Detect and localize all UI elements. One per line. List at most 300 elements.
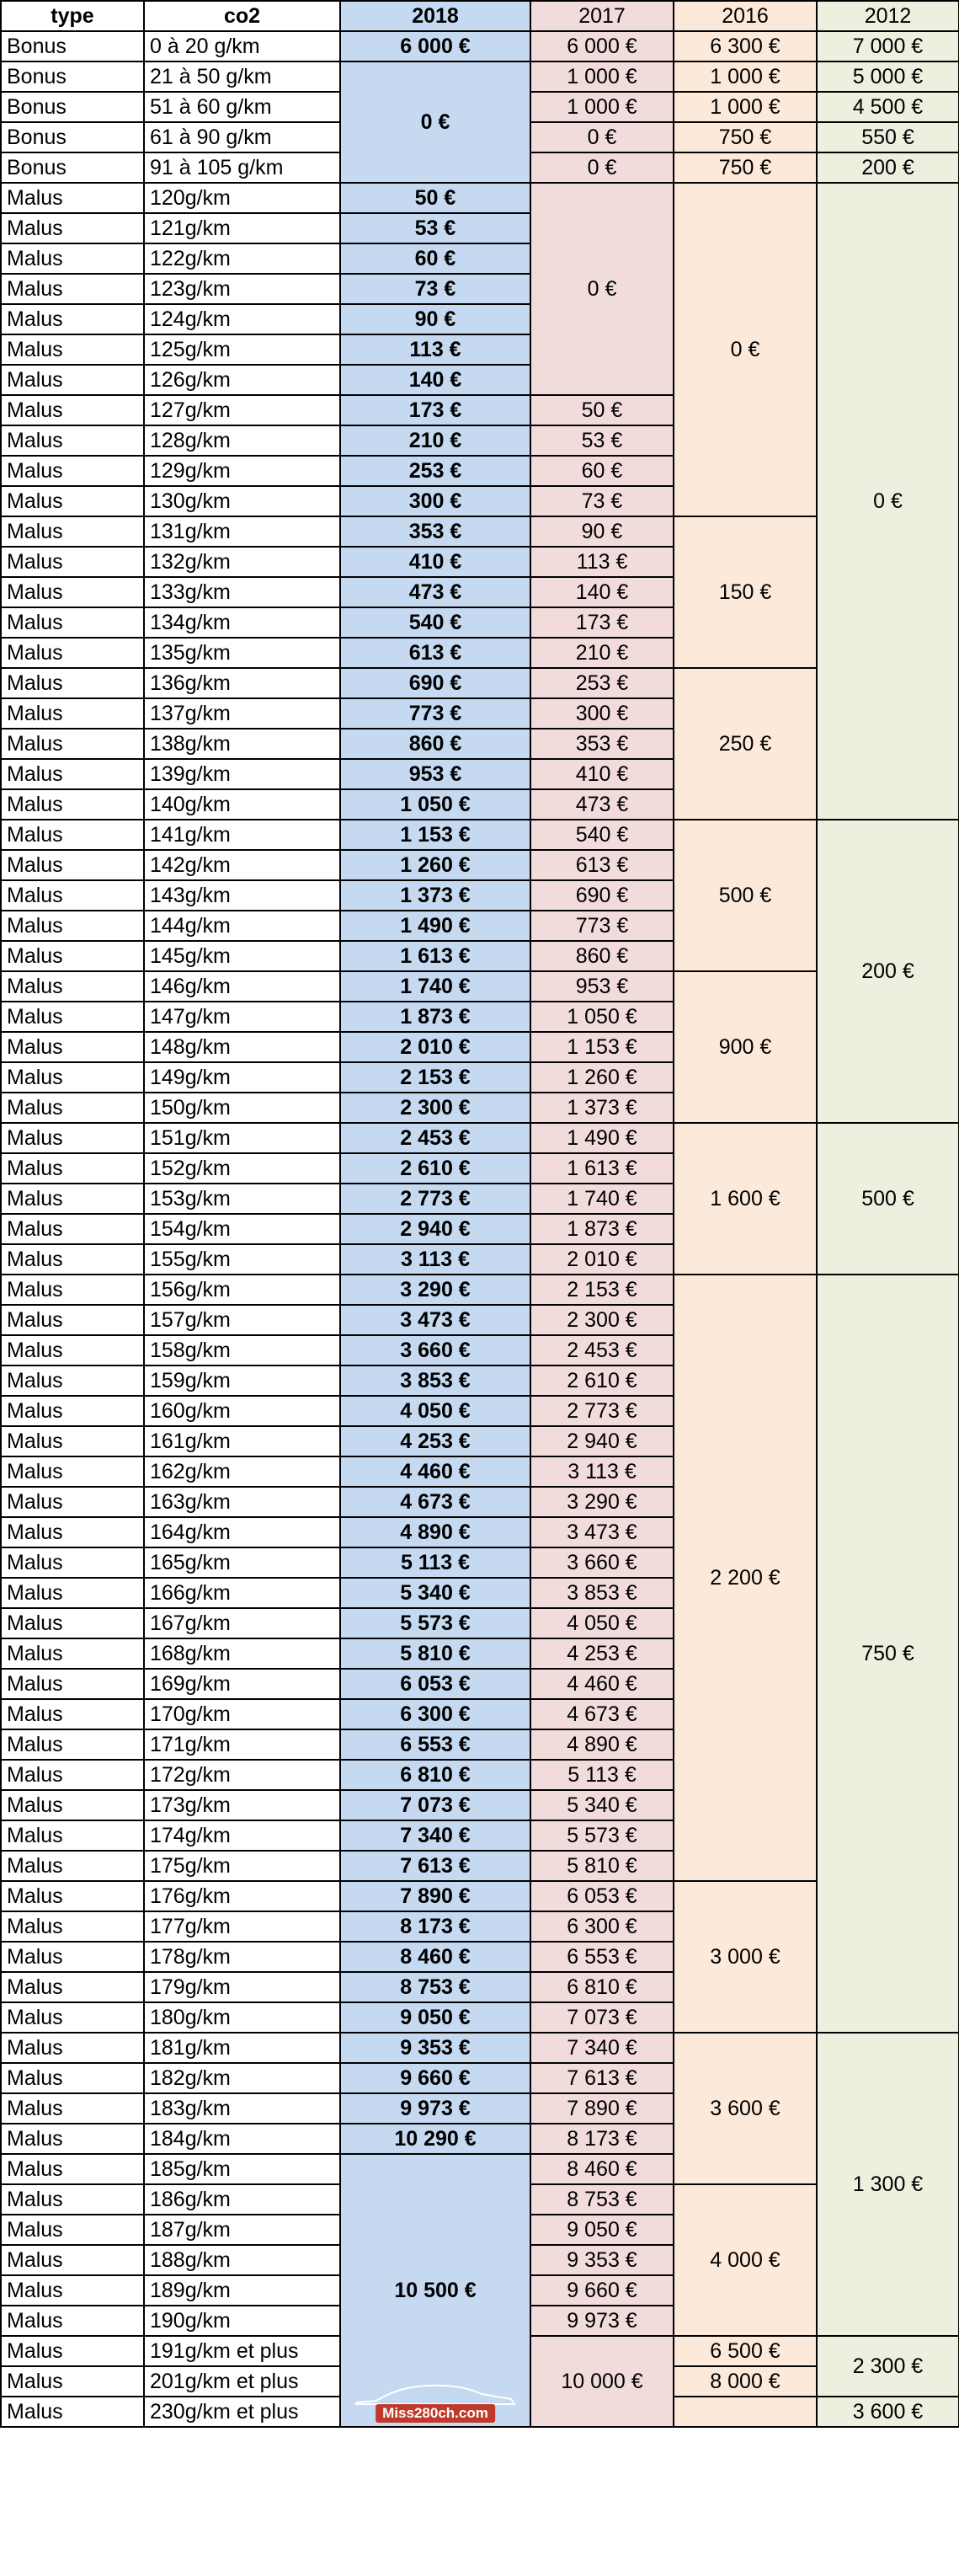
type-cell: Malus [1,2184,144,2215]
co2-cell: 148g/km [144,1032,340,1062]
value-2018-cell: 7 890 € [340,1881,530,1911]
type-cell: Malus [1,698,144,729]
value-2018-cell: 90 € [340,304,530,334]
value-2017-cell: 4 673 € [530,1699,674,1729]
co2-cell: 121g/km [144,213,340,243]
co2-cell: 184g/km [144,2124,340,2154]
type-cell: Malus [1,1305,144,1335]
value-2017-cell: 6 000 € [530,31,674,61]
value-2018-cell: 0 € [340,61,530,183]
co2-cell: 167g/km [144,1608,340,1638]
type-cell: Malus [1,2063,144,2093]
type-cell: Malus [1,1396,144,1426]
value-2017-cell: 50 € [530,395,674,425]
site-logo: Miss280ch.com [376,2404,495,2423]
type-cell: Malus [1,1184,144,1214]
value-2012-cell: 750 € [817,1275,959,2033]
co2-cell: 177g/km [144,1911,340,1942]
car-silhouette-icon [351,2379,519,2408]
value-2018-cell: 140 € [340,365,530,395]
value-2012-cell: 550 € [817,122,959,152]
value-2018-cell: 5 573 € [340,1608,530,1638]
co2-cell: 122g/km [144,243,340,274]
co2-cell: 140g/km [144,789,340,820]
co2-cell: 176g/km [144,1881,340,1911]
type-cell: Malus [1,638,144,668]
type-cell: Malus [1,1275,144,1305]
value-2017-cell: 9 050 € [530,2215,674,2245]
value-2018-cell: 6 300 € [340,1699,530,1729]
value-2012-cell: 500 € [817,1123,959,1275]
co2-cell: 132g/km [144,547,340,577]
table-row [1,31,959,61]
value-2017-cell: 773 € [530,911,674,941]
value-2017-cell: 53 € [530,425,674,456]
table-body [1,31,959,2427]
co2-cell: 142g/km [144,850,340,880]
type-cell: Malus [1,2336,144,2366]
value-2017-cell: 0 € [530,152,674,183]
value-2018-cell: 1 490 € [340,911,530,941]
type-cell: Malus [1,1911,144,1942]
value-2018-cell: 3 113 € [340,1244,530,1275]
value-2017-cell: 300 € [530,698,674,729]
value-2018-cell: 2 610 € [340,1153,530,1184]
value-2012-cell: 0 € [817,183,959,820]
value-2017-cell: 4 890 € [530,1729,674,1760]
value-2016-cell: 500 € [674,820,817,971]
value-2017-cell: 90 € [530,516,674,547]
type-cell: Malus [1,971,144,1002]
value-2017-cell: 2 773 € [530,1396,674,1426]
type-cell: Malus [1,547,144,577]
value-2018-cell: 6 000 € [340,31,530,61]
value-2012-cell: 5 000 € [817,61,959,92]
value-2017-cell: 1 373 € [530,1093,674,1123]
type-cell: Malus [1,729,144,759]
type-cell: Malus [1,334,144,365]
co2-cell: 126g/km [144,365,340,395]
value-2017-cell: 7 613 € [530,2063,674,2093]
type-cell: Malus [1,2154,144,2184]
value-2017-cell: 3 113 € [530,1456,674,1487]
value-2012-cell: 3 600 € [817,2397,959,2427]
co2-cell: 91 à 105 g/km [144,152,340,183]
co2-cell: 166g/km [144,1578,340,1608]
value-2018-cell: 9 660 € [340,2063,530,2093]
value-2017-cell: 8 460 € [530,2154,674,2184]
value-2017-cell: 1 050 € [530,1002,674,1032]
type-cell: Malus [1,850,144,880]
value-2016-cell: 250 € [674,668,817,820]
value-2017-cell: 2 153 € [530,1275,674,1305]
value-2016-cell: 6 500 € [674,2336,817,2366]
co2-cell: 144g/km [144,911,340,941]
header-2016: 2016 [674,1,817,31]
type-cell: Bonus [1,31,144,61]
value-2017-cell: 4 050 € [530,1608,674,1638]
value-2017-cell: 140 € [530,577,674,607]
value-2017-cell: 6 053 € [530,1881,674,1911]
table-row [1,1881,959,1911]
value-2017-cell: 7 073 € [530,2002,674,2033]
type-cell: Malus [1,1547,144,1578]
co2-cell: 163g/km [144,1487,340,1517]
type-cell: Malus [1,1790,144,1820]
value-2017-cell: 1 873 € [530,1214,674,1244]
value-2018-cell: 113 € [340,334,530,365]
co2-cell: 230g/km et plus [144,2397,340,2427]
table-row [1,971,959,1002]
co2-cell: 133g/km [144,577,340,607]
value-2017-cell: 353 € [530,729,674,759]
value-2018-cell: 2 940 € [340,1214,530,1244]
type-cell: Malus [1,2033,144,2063]
value-2017-cell: 0 € [530,183,674,395]
type-cell: Malus [1,1032,144,1062]
co2-cell: 188g/km [144,2245,340,2275]
value-2018-cell: 1 050 € [340,789,530,820]
co2-cell: 164g/km [144,1517,340,1547]
value-2016-cell: 8 000 € [674,2366,817,2397]
value-2018-cell: 4 673 € [340,1487,530,1517]
value-2018-cell: 2 010 € [340,1032,530,1062]
type-cell: Malus [1,880,144,911]
co2-cell: 136g/km [144,668,340,698]
value-2017-cell: 1 490 € [530,1123,674,1153]
co2-cell: 187g/km [144,2215,340,2245]
value-2016-cell: 4 000 € [674,2184,817,2336]
value-2017-cell: 1 613 € [530,1153,674,1184]
co2-cell: 124g/km [144,304,340,334]
value-2017-cell: 613 € [530,850,674,880]
co2-cell: 165g/km [144,1547,340,1578]
type-cell: Malus [1,2093,144,2124]
table-row [1,1275,959,1305]
value-2017-cell: 9 660 € [530,2275,674,2306]
co2-cell: 162g/km [144,1456,340,1487]
co2-cell: 156g/km [144,1275,340,1305]
type-cell: Malus [1,1365,144,1396]
table-row [1,2033,959,2063]
type-cell: Malus [1,1578,144,1608]
type-cell: Malus [1,1881,144,1911]
type-cell: Malus [1,1851,144,1881]
co2-cell: 139g/km [144,759,340,789]
co2-cell: 125g/km [144,334,340,365]
value-2018-cell: 6 810 € [340,1760,530,1790]
value-2018-cell: 410 € [340,547,530,577]
type-cell: Malus [1,1456,144,1487]
value-2018-cell: 210 € [340,425,530,456]
header-2017: 2017 [530,1,674,31]
value-2018-cell: 5 340 € [340,1578,530,1608]
value-2017-cell: 10 000 € [530,2336,674,2427]
type-cell: Malus [1,486,144,516]
value-2017-cell: 953 € [530,971,674,1002]
co2-cell: 168g/km [144,1638,340,1669]
value-2017-cell: 3 290 € [530,1487,674,1517]
value-2017-cell: 860 € [530,941,674,971]
value-2018-cell: 4 460 € [340,1456,530,1487]
value-2016-cell: 0 € [674,183,817,516]
value-2017-cell: 2 940 € [530,1426,674,1456]
co2-cell: 189g/km [144,2275,340,2306]
type-cell: Malus [1,1093,144,1123]
value-2018-cell: 8 753 € [340,1972,530,2002]
co2-cell: 141g/km [144,820,340,850]
co2-cell: 186g/km [144,2184,340,2215]
co2-cell: 135g/km [144,638,340,668]
type-cell: Malus [1,395,144,425]
co2-cell: 158g/km [144,1335,340,1365]
value-2017-cell: 410 € [530,759,674,789]
co2-cell: 152g/km [144,1153,340,1184]
value-2017-cell: 540 € [530,820,674,850]
value-2018-cell: 2 453 € [340,1123,530,1153]
value-2018-cell: 1 740 € [340,971,530,1002]
value-2017-cell: 8 753 € [530,2184,674,2215]
value-2016-cell [674,2397,817,2427]
value-2012-cell: 200 € [817,820,959,1123]
co2-cell: 201g/km et plus [144,2366,340,2397]
table-row [1,516,959,547]
value-2017-cell: 690 € [530,880,674,911]
value-2017-cell: 2 010 € [530,1244,674,1275]
value-2017-cell: 9 973 € [530,2306,674,2336]
type-cell: Bonus [1,122,144,152]
table-row [1,61,959,92]
table-row [1,1123,959,1153]
co2-cell: 169g/km [144,1669,340,1699]
value-2017-cell: 5 810 € [530,1851,674,1881]
co2-cell: 137g/km [144,698,340,729]
table-row [1,183,959,213]
value-2016-cell: 1 600 € [674,1123,817,1275]
type-cell: Malus [1,759,144,789]
value-2018-cell: 1 873 € [340,1002,530,1032]
value-2016-cell: 3 600 € [674,2033,817,2184]
value-2018-cell: 5 113 € [340,1547,530,1578]
co2-cell: 157g/km [144,1305,340,1335]
value-2018-cell: 613 € [340,638,530,668]
value-2017-cell: 7 340 € [530,2033,674,2063]
co2-cell: 191g/km et plus [144,2336,340,2366]
value-2018-cell: 1 153 € [340,820,530,850]
value-2018-cell: 3 853 € [340,1365,530,1396]
value-2018-cell: 53 € [340,213,530,243]
value-2018-cell: 9 973 € [340,2093,530,2124]
value-2018-cell: 1 613 € [340,941,530,971]
type-cell: Malus [1,2245,144,2275]
value-2018-cell: 1 373 € [340,880,530,911]
co2-cell: 174g/km [144,1820,340,1851]
value-2017-cell: 1 000 € [530,92,674,122]
value-2017-cell: 3 660 € [530,1547,674,1578]
value-2017-cell: 1 153 € [530,1032,674,1062]
value-2018-cell: 8 173 € [340,1911,530,1942]
value-2018-cell: 7 613 € [340,1851,530,1881]
value-2016-cell: 1 000 € [674,92,817,122]
type-cell: Bonus [1,92,144,122]
co2-cell: 145g/km [144,941,340,971]
co2-cell: 153g/km [144,1184,340,1214]
type-cell: Malus [1,1062,144,1093]
type-cell: Malus [1,607,144,638]
header-type: type [1,1,144,31]
value-2018-cell: 953 € [340,759,530,789]
type-cell: Malus [1,668,144,698]
value-2017-cell: 6 553 € [530,1942,674,1972]
table-row [1,820,959,850]
type-cell: Malus [1,1426,144,1456]
value-2017-cell: 8 173 € [530,2124,674,2154]
co2-cell: 61 à 90 g/km [144,122,340,152]
value-2018-cell: 253 € [340,456,530,486]
value-2016-cell: 150 € [674,516,817,668]
co2-cell: 190g/km [144,2306,340,2336]
value-2017-cell: 3 473 € [530,1517,674,1547]
type-cell: Malus [1,1335,144,1365]
value-2018-cell: 60 € [340,243,530,274]
value-2017-cell: 5 340 € [530,1790,674,1820]
co2-cell: 0 à 20 g/km [144,31,340,61]
type-cell: Malus [1,1487,144,1517]
value-2017-cell: 9 353 € [530,2245,674,2275]
type-cell: Malus [1,243,144,274]
value-2012-cell: 2 300 € [817,2336,959,2397]
co2-cell: 155g/km [144,1244,340,1275]
value-2018-cell: 473 € [340,577,530,607]
value-2017-cell: 6 810 € [530,1972,674,2002]
value-2017-cell: 5 113 € [530,1760,674,1790]
value-2018-cell: 3 660 € [340,1335,530,1365]
value-2018-cell: 9 353 € [340,2033,530,2063]
value-2018-cell: 4 050 € [340,1396,530,1426]
value-2017-cell: 1 000 € [530,61,674,92]
type-cell: Malus [1,789,144,820]
value-2018-cell: 1 260 € [340,850,530,880]
type-cell: Malus [1,2275,144,2306]
co2-cell: 143g/km [144,880,340,911]
value-2018-cell: 7 073 € [340,1790,530,1820]
value-2018-cell: 8 460 € [340,1942,530,1972]
co2-cell: 150g/km [144,1093,340,1123]
type-cell: Malus [1,911,144,941]
value-2017-cell: 73 € [530,486,674,516]
co2-cell: 129g/km [144,456,340,486]
co2-cell: 178g/km [144,1942,340,1972]
co2-cell: 185g/km [144,2154,340,2184]
type-cell: Malus [1,1214,144,1244]
value-2018-cell: 690 € [340,668,530,698]
value-2018-cell: 4 890 € [340,1517,530,1547]
type-cell: Malus [1,2366,144,2397]
value-2017-cell: 4 460 € [530,1669,674,1699]
co2-cell: 138g/km [144,729,340,759]
type-cell: Malus [1,1244,144,1275]
co2-cell: 146g/km [144,971,340,1002]
co2-cell: 134g/km [144,607,340,638]
value-2018-cell: 6 553 € [340,1729,530,1760]
value-2012-cell: 4 500 € [817,92,959,122]
type-cell: Malus [1,2397,144,2427]
value-2018-cell: 2 300 € [340,1093,530,1123]
value-2016-cell: 750 € [674,122,817,152]
value-2016-cell: 1 000 € [674,61,817,92]
value-2016-cell: 900 € [674,971,817,1123]
co2-cell: 51 à 60 g/km [144,92,340,122]
co2-cell: 149g/km [144,1062,340,1093]
co2-cell: 151g/km [144,1123,340,1153]
type-cell: Malus [1,1638,144,1669]
type-cell: Malus [1,1153,144,1184]
value-2017-cell: 1 260 € [530,1062,674,1093]
value-2018-cell: 5 810 € [340,1638,530,1669]
value-2018-cell: 4 253 € [340,1426,530,1456]
co2-cell: 130g/km [144,486,340,516]
co2-cell: 147g/km [144,1002,340,1032]
co2-cell: 160g/km [144,1396,340,1426]
type-cell: Malus [1,820,144,850]
header-2018: 2018 [340,1,530,31]
value-2018-cell: 10 290 € [340,2124,530,2154]
header-co2: co2 [144,1,340,31]
value-2018-cell: 2 773 € [340,1184,530,1214]
value-2018-cell: 773 € [340,698,530,729]
co2-cell: 128g/km [144,425,340,456]
co2-cell: 175g/km [144,1851,340,1881]
type-cell: Malus [1,1669,144,1699]
type-cell: Malus [1,304,144,334]
co2-cell: 120g/km [144,183,340,213]
type-cell: Malus [1,274,144,304]
value-2017-cell: 210 € [530,638,674,668]
co2-cell: 159g/km [144,1365,340,1396]
value-2018-cell: 2 153 € [340,1062,530,1093]
co2-cell: 161g/km [144,1426,340,1456]
type-cell: Malus [1,183,144,213]
value-2017-cell: 0 € [530,122,674,152]
co2-cell: 21 à 50 g/km [144,61,340,92]
type-cell: Malus [1,1820,144,1851]
type-cell: Malus [1,425,144,456]
type-cell: Malus [1,2215,144,2245]
value-2016-cell: 3 000 € [674,1881,817,2033]
header-2012: 2012 [817,1,959,31]
value-2012-cell: 7 000 € [817,31,959,61]
co2-cell: 127g/km [144,395,340,425]
value-2017-cell: 2 300 € [530,1305,674,1335]
type-cell: Malus [1,213,144,243]
value-2018-cell: 3 290 € [340,1275,530,1305]
type-cell: Malus [1,1729,144,1760]
value-2017-cell: 3 853 € [530,1578,674,1608]
value-2018-cell: 353 € [340,516,530,547]
type-cell: Malus [1,516,144,547]
type-cell: Malus [1,1760,144,1790]
type-cell: Malus [1,2306,144,2336]
type-cell: Malus [1,2002,144,2033]
type-cell: Malus [1,1002,144,1032]
header-row [1,1,959,31]
type-cell: Bonus [1,61,144,92]
type-cell: Malus [1,1942,144,1972]
type-cell: Malus [1,456,144,486]
type-cell: Malus [1,1123,144,1153]
value-2018-cell: 3 473 € [340,1305,530,1335]
value-2017-cell: 1 740 € [530,1184,674,1214]
